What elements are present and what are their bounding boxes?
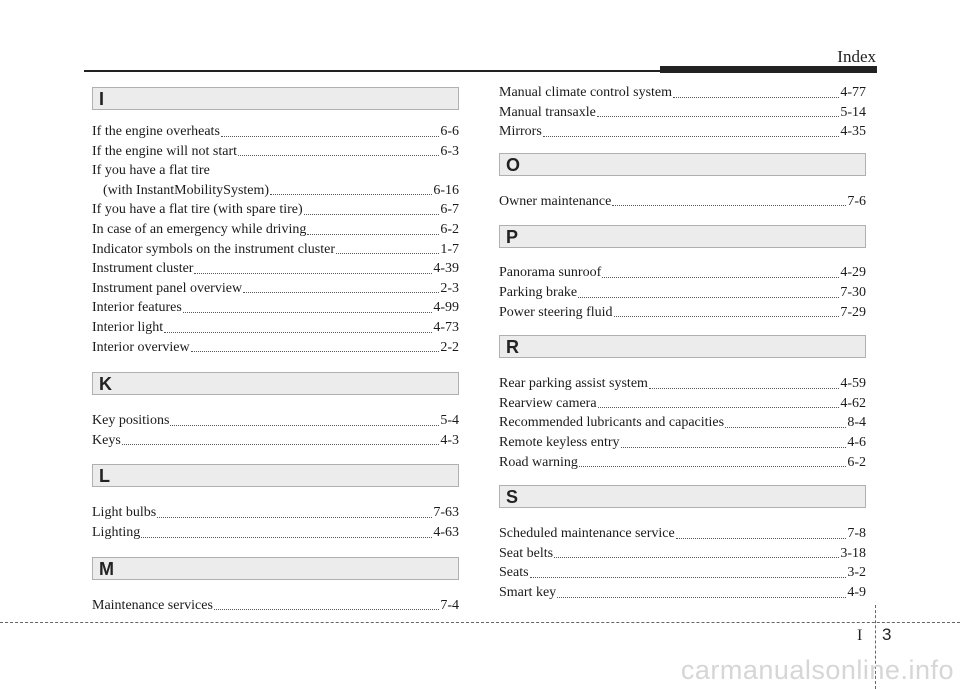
section-header-r <box>499 335 866 358</box>
section-letter: K <box>99 374 112 395</box>
entry-title: Seats <box>499 565 529 581</box>
left-column <box>92 87 459 615</box>
entry-page: 7-6 <box>847 193 866 209</box>
dot-leader <box>543 136 840 137</box>
footer-page-number: 3 <box>882 625 892 644</box>
entry-page: 8-4 <box>847 415 866 431</box>
entry-title: Interior overview <box>92 339 190 355</box>
entry-title: Manual transaxle <box>499 104 596 120</box>
entry-page: 4-3 <box>440 432 459 448</box>
index-entry <box>499 583 866 603</box>
dot-leader <box>157 517 432 518</box>
index-entry <box>92 122 459 142</box>
dot-leader <box>270 194 432 195</box>
entry-title: Instrument cluster <box>92 261 194 277</box>
entry-title: Smart key <box>499 584 557 600</box>
entry-page: 3-2 <box>847 565 866 581</box>
section-header-l <box>92 464 459 487</box>
section-header-s <box>499 485 866 508</box>
index-entry <box>499 103 866 123</box>
dot-leader <box>221 136 439 137</box>
index-entry <box>499 122 866 142</box>
index-entry <box>92 259 459 279</box>
index-entry <box>92 338 459 358</box>
entry-title: Keys <box>92 432 121 448</box>
dot-leader <box>170 425 439 426</box>
entry-page: 6-3 <box>440 143 459 159</box>
dot-leader <box>194 273 432 274</box>
index-entry <box>92 200 459 220</box>
entry-page: 6-6 <box>440 124 459 139</box>
entry-title-continued: (with InstantMobilitySystem) <box>103 182 270 198</box>
entry-title: Scheduled maintenance service <box>499 526 675 542</box>
index-entry <box>499 524 866 544</box>
dot-leader <box>122 444 440 445</box>
dot-leader <box>164 332 432 333</box>
right-column <box>499 83 866 603</box>
dot-leader <box>612 205 846 206</box>
dot-leader <box>602 277 839 278</box>
entry-title: Interior features <box>92 300 182 316</box>
index-entry <box>499 563 866 583</box>
entry-page: 4-35 <box>840 124 866 140</box>
dot-leader <box>304 214 440 215</box>
entry-page: 2-2 <box>440 339 459 355</box>
index-entry <box>92 411 459 431</box>
index-entry <box>499 394 866 414</box>
entry-title: Key positions <box>92 413 170 429</box>
section-header-p <box>499 225 866 248</box>
index-entry <box>92 503 459 523</box>
footer-dashed-rule <box>0 622 960 623</box>
section-letter: L <box>99 466 110 487</box>
header-rule-accent <box>660 66 877 73</box>
dot-leader <box>243 292 439 293</box>
index-entry <box>92 142 459 162</box>
dot-leader <box>598 407 840 408</box>
entry-page: 4-39 <box>433 261 459 277</box>
dot-leader <box>725 427 846 428</box>
entry-title: Manual climate control system <box>499 85 673 100</box>
entry-title: Lighting <box>92 524 141 540</box>
footer-section-label: I <box>857 627 863 644</box>
entry-page: 5-14 <box>840 104 866 120</box>
entry-title: Road warning <box>499 454 578 470</box>
dot-leader <box>557 597 846 598</box>
entry-title: Light bulbs <box>92 505 157 521</box>
entry-page: 3-18 <box>840 545 866 561</box>
entry-title: Rearview camera <box>499 395 597 411</box>
page-header-title: Index <box>837 47 876 66</box>
dot-leader <box>649 388 839 389</box>
entry-page: 4-29 <box>840 265 866 281</box>
entry-page: 4-73 <box>433 319 459 335</box>
entry-title: Power steering fluid <box>499 304 613 320</box>
index-entry <box>499 263 866 283</box>
index-entry <box>92 523 459 543</box>
entry-title: Instrument panel overview <box>92 280 243 296</box>
section-header-o <box>499 153 866 176</box>
entry-page: 4-63 <box>433 524 459 540</box>
dot-leader <box>673 97 839 98</box>
index-entry <box>499 544 866 564</box>
section-letter: S <box>506 487 519 508</box>
entry-page: 2-3 <box>440 280 459 296</box>
entry-title: Maintenance services <box>92 597 213 613</box>
entry-title: Parking brake <box>499 284 578 300</box>
watermark: carmanualsonline.info <box>680 655 954 685</box>
index-entry <box>499 303 866 323</box>
entry-title: Panorama sunroof <box>499 265 602 281</box>
section-letter: P <box>506 227 519 248</box>
entry-page: 7-8 <box>847 526 866 542</box>
dot-leader <box>141 537 432 538</box>
entry-page: 6-7 <box>440 202 459 218</box>
section-letter: I <box>99 89 105 109</box>
dot-leader <box>621 447 847 448</box>
dot-leader <box>578 297 839 298</box>
entry-page: 7-30 <box>840 284 866 300</box>
entry-page: 7-63 <box>433 505 459 521</box>
index-entry <box>499 374 866 394</box>
entry-page: 4-59 <box>840 376 866 392</box>
entry-title: Owner maintenance <box>499 193 612 209</box>
dot-leader <box>554 557 839 558</box>
entry-title: Indicator symbols on the instrument cluster <box>92 241 336 257</box>
entry-page: 4-99 <box>433 300 459 316</box>
entry-page: 6-2 <box>440 221 459 237</box>
entry-page: 6-2 <box>847 454 866 470</box>
entry-page: 6-16 <box>433 182 459 198</box>
entry-title: If you have a flat tire <box>92 163 210 179</box>
index-entry <box>499 413 866 433</box>
entry-title: In case of an emergency while driving <box>92 221 307 237</box>
dot-leader <box>336 253 439 254</box>
dot-leader <box>597 116 840 117</box>
entry-title: Mirrors <box>499 124 542 140</box>
index-entry <box>499 192 866 212</box>
section-header-i <box>92 87 459 110</box>
section-header-k <box>92 372 459 395</box>
dot-leader <box>579 466 846 467</box>
index-entry <box>499 433 866 453</box>
entry-title: Recommended lubricants and capacities <box>499 415 725 431</box>
dot-leader <box>183 312 433 313</box>
index-entry <box>92 161 459 200</box>
index-entry <box>499 283 866 303</box>
section-letter: R <box>506 337 519 358</box>
dot-leader <box>614 316 840 317</box>
entry-title: Interior light <box>92 319 164 335</box>
entry-page: 1-7 <box>440 241 459 257</box>
entry-page: 4-62 <box>840 395 866 411</box>
entry-page: 4-6 <box>847 434 866 450</box>
dot-leader <box>307 234 439 235</box>
entry-title: Rear parking assist system <box>499 376 648 392</box>
entry-title: Seat belts <box>499 545 554 561</box>
index-entry <box>499 83 866 103</box>
index-entry <box>92 298 459 318</box>
dot-leader <box>214 609 439 610</box>
index-entry <box>499 453 866 473</box>
entry-page: 4-9 <box>847 584 866 600</box>
entry-title: If you have a flat tire (with spare tire) <box>92 202 303 218</box>
dot-leader <box>238 155 439 156</box>
index-entry <box>92 596 459 616</box>
section-header-m <box>92 557 459 580</box>
entry-page: 4-77 <box>840 85 866 100</box>
entry-title: If the engine overheats <box>92 124 220 139</box>
section-letter: O <box>506 154 521 175</box>
index-entry <box>92 240 459 260</box>
entry-page: 5-4 <box>440 413 459 429</box>
index-entry <box>92 318 459 338</box>
entry-title: If the engine will not start <box>92 143 238 159</box>
entry-title: Remote keyless entry <box>499 434 620 450</box>
entry-page: 7-4 <box>440 597 459 613</box>
index-entry <box>92 431 459 451</box>
section-letter: M <box>99 558 114 579</box>
dot-leader <box>676 538 847 539</box>
index-entry <box>92 220 459 240</box>
dot-leader <box>191 351 440 352</box>
index-entry <box>92 279 459 299</box>
entry-page: 7-29 <box>840 304 866 320</box>
dot-leader <box>530 577 847 578</box>
